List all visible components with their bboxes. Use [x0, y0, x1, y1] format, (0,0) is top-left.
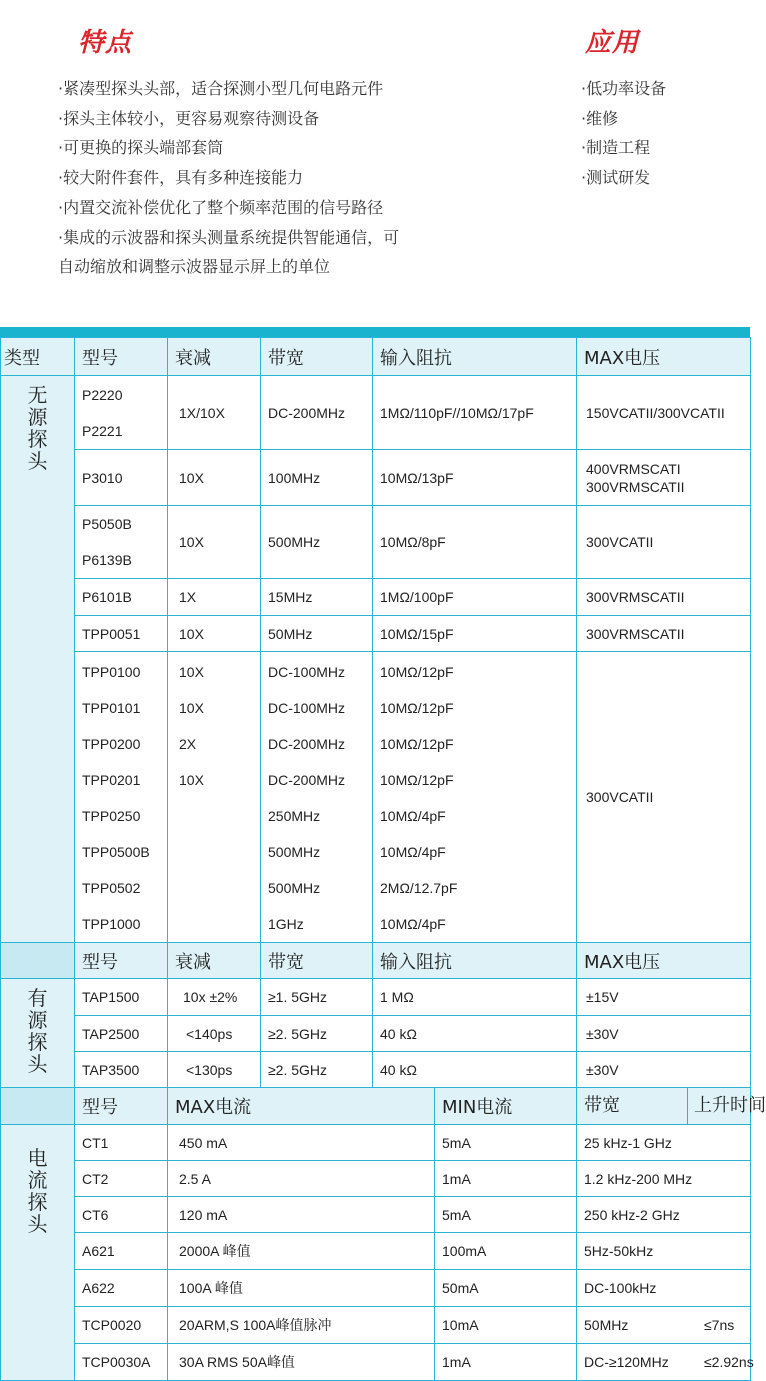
rise-value: ≤7ns — [704, 1317, 735, 1333]
col-model-header: 型号 — [75, 338, 168, 376]
application-item: ·测试研发 — [581, 168, 651, 188]
feature-item: ·较大附件套件，具有多种连接能力 — [58, 168, 304, 188]
col-model-header: 型号 — [75, 1088, 168, 1125]
min-current-cell: 1mA — [435, 1161, 577, 1197]
col-bw-header: 带宽 — [584, 1095, 620, 1116]
current-header-row — [1, 1088, 751, 1125]
model-cell: TAP1500 — [75, 979, 168, 1016]
col-min-current-header: MIN电流 — [435, 1088, 577, 1125]
table-row — [1, 1161, 751, 1197]
col-atten-header: 衰减 — [168, 943, 261, 979]
bw-rise-cell — [577, 1233, 751, 1270]
application-item: ·维修 — [581, 108, 619, 128]
atten-cell: 10x ±2% — [168, 979, 261, 1016]
current-tail-header — [577, 1088, 766, 1125]
feature-item: ·探头主体较小，更容易观察待测设备 — [58, 108, 320, 128]
max-current-cell: 2000A 峰值 — [168, 1233, 435, 1270]
bw-value: 50MHz — [584, 1317, 629, 1333]
feature-item: ·可更换的探头端部套筒 — [58, 138, 224, 158]
model-cell: TCP0030A — [75, 1344, 168, 1381]
bw-rise-cell — [577, 1270, 751, 1307]
impedance-cell: 40 kΩ — [373, 1052, 577, 1088]
feature-item: ·紧凑型探头头部，适合探测小型几何电路元件 — [58, 79, 384, 98]
max-current-cell: 120 mA — [168, 1197, 435, 1233]
model-cell: CT2 — [75, 1161, 168, 1197]
voltage-cell: ±30V — [577, 1052, 751, 1088]
feature-item: ·集成的示波器和探头测量系统提供智能通信，可 — [58, 227, 400, 247]
impedance-cell: 10MΩ/13pF — [373, 450, 577, 506]
table-row — [1, 1052, 751, 1088]
current-category-label: 电流探头 — [1, 1125, 75, 1381]
impedance-cell: 40 kΩ — [373, 1016, 577, 1052]
model-cell: TPP0100 TPP0101 TPP0200 TPP0201 TPP0250 TPP0500B TPP0502 TPP1000 — [75, 652, 168, 943]
table-row — [1, 979, 751, 1016]
model-cell: P2220 P2221 — [75, 376, 168, 450]
min-current-cell: 5mA — [435, 1125, 577, 1161]
col-max-current-header: MAX电流 — [168, 1088, 435, 1125]
voltage-cell: 300VCATII — [577, 652, 751, 943]
col-voltage-header: MAX电压 — [577, 338, 751, 376]
features-list — [58, 74, 458, 282]
voltage-cell: 400VRMSCATI 300VRMSCATII — [577, 450, 751, 506]
col-voltage-header: MAX电压 — [577, 943, 751, 979]
min-current-cell: 1mA — [435, 1344, 577, 1381]
impedance-cell: 1 MΩ — [373, 979, 577, 1016]
col-rise-header: 上升时间 — [687, 1088, 766, 1124]
col-bw-header: 带宽 — [261, 338, 373, 376]
bw-value: 5Hz-50kHz — [584, 1243, 654, 1259]
impedance-cell: 1MΩ/110pF//10MΩ/17pF — [373, 376, 577, 450]
active-header-row — [1, 943, 751, 979]
voltage-cell: 300VCATII — [577, 506, 751, 579]
max-current-cell: 450 mA — [168, 1125, 435, 1161]
min-current-cell: 100mA — [435, 1233, 577, 1270]
col-impedance-header: 输入阻抗 — [373, 943, 577, 979]
bw-cell: ≥2. 5GHz — [261, 1052, 373, 1088]
model-cell: TCP0020 — [75, 1307, 168, 1344]
table-row — [1, 376, 751, 450]
model-cell: P6101B — [75, 579, 168, 616]
min-current-cell: 5mA — [435, 1197, 577, 1233]
impedance-cell: 10MΩ/8pF — [373, 506, 577, 579]
atten-cell: 10X — [168, 616, 261, 652]
impedance-cell: 10MΩ/15pF — [373, 616, 577, 652]
table-row — [1, 450, 751, 506]
bw-cell: DC-200MHz — [261, 376, 373, 450]
active-category-label: 有源探头 — [1, 979, 75, 1088]
feature-item: 自动缩放和调整示波器显示屏上的单位 — [58, 257, 331, 277]
bw-rise-cell — [577, 1344, 754, 1381]
bw-value: DC-≥120MHz — [584, 1354, 669, 1370]
table-row — [1, 1270, 751, 1307]
table-row — [1, 652, 751, 943]
table-row — [1, 506, 751, 579]
bw-value: 1.2 kHz-200 MHz — [584, 1170, 693, 1187]
bw-value: DC-100kHz — [584, 1280, 657, 1296]
model-cell: TAP2500 — [75, 1016, 168, 1052]
model-cell: P3010 — [75, 450, 168, 506]
col-model-header: 型号 — [75, 943, 168, 979]
atten-cell: 10X — [168, 450, 261, 506]
probe-spec-table — [0, 337, 766, 1381]
voltage-cell: 150VCATII/300VCATII — [577, 376, 751, 450]
bw-cell: 100MHz — [261, 450, 373, 506]
model-cell: A622 — [75, 1270, 168, 1307]
applications-title: 应用 — [585, 28, 640, 58]
model-cell: CT1 — [75, 1125, 168, 1161]
impedance-cell: 1MΩ/100pF — [373, 579, 577, 616]
bw-value: 25 kHz-1 GHz — [584, 1134, 672, 1151]
model-cell: TAP3500 — [75, 1052, 168, 1088]
voltage-cell: 300VRMSCATII — [577, 579, 751, 616]
voltage-cell: ±15V — [577, 979, 751, 1016]
table-row — [1, 1307, 751, 1344]
bw-cell: DC-100MHz DC-100MHz DC-200MHz DC-200MHz 250MHz 500MHz 500MHz 1GHz — [261, 652, 373, 943]
application-item: ·低功率设备 — [581, 79, 667, 98]
feature-item: ·内置交流补偿优化了整个频率范围的信号路径 — [58, 197, 384, 217]
bw-cell: ≥1. 5GHz — [261, 979, 373, 1016]
min-current-cell: 50mA — [435, 1270, 577, 1307]
table-row — [1, 1197, 751, 1233]
bw-rise-cell — [577, 1161, 751, 1197]
table-top-bar — [0, 327, 750, 337]
col-atten-header: 衰减 — [168, 338, 261, 376]
table-row — [1, 616, 751, 652]
atten-cell: 1X — [168, 579, 261, 616]
col-impedance-header: 输入阻抗 — [373, 338, 577, 376]
col-type-header: 类型 — [1, 338, 75, 376]
bw-cell: 15MHz — [261, 579, 373, 616]
model-cell: CT6 — [75, 1197, 168, 1233]
rise-value: ≤2.92ns — [704, 1354, 754, 1370]
atten-cell: 10X 10X 2X 10X — [168, 652, 261, 943]
features-title: 特点 — [78, 28, 133, 58]
bw-cell: ≥2. 5GHz — [261, 1016, 373, 1052]
max-current-cell: 2.5 A — [168, 1161, 435, 1197]
application-item: ·制造工程 — [581, 138, 651, 158]
table-row — [1, 1016, 751, 1052]
min-current-cell: 10mA — [435, 1307, 577, 1344]
table-row — [1, 1125, 751, 1161]
voltage-cell: ±30V — [577, 1016, 751, 1052]
passive-category-label: 无源探头 — [1, 376, 75, 943]
passive-header-row — [1, 338, 751, 376]
bw-rise-cell — [577, 1125, 751, 1161]
atten-cell: <130ps — [168, 1052, 261, 1088]
bw-cell: 500MHz — [261, 506, 373, 579]
atten-cell: <140ps — [168, 1016, 261, 1052]
model-cell: P5050B P6139B — [75, 506, 168, 579]
bw-cell: 50MHz — [261, 616, 373, 652]
max-current-cell: 100A 峰值 — [168, 1270, 435, 1307]
max-current-cell: 30A RMS 50A峰值 — [168, 1344, 435, 1381]
current-header-band — [1, 1088, 75, 1125]
table-row — [1, 1344, 751, 1381]
model-cell: A621 — [75, 1233, 168, 1270]
active-header-band — [1, 943, 75, 979]
atten-cell: 1X/10X — [168, 376, 261, 450]
voltage-cell: 300VRMSCATII — [577, 616, 751, 652]
max-current-cell: 20ARM,S 100A峰值脉冲 — [168, 1307, 435, 1344]
impedance-cell: 10MΩ/12pF 10MΩ/12pF 10MΩ/12pF 10MΩ/12pF 10MΩ/4pF 10MΩ/4pF 2MΩ/12.7pF 10MΩ/4pF — [373, 652, 577, 943]
col-bw-header: 带宽 — [261, 943, 373, 979]
applications-list — [581, 74, 666, 193]
bw-value: 250 kHz-2 GHz — [584, 1206, 680, 1223]
atten-cell: 10X — [168, 506, 261, 579]
model-cell: TPP0051 — [75, 616, 168, 652]
bw-rise-cell — [577, 1197, 751, 1233]
table-row — [1, 1233, 751, 1270]
table-row — [1, 579, 751, 616]
bw-rise-cell — [577, 1307, 751, 1344]
